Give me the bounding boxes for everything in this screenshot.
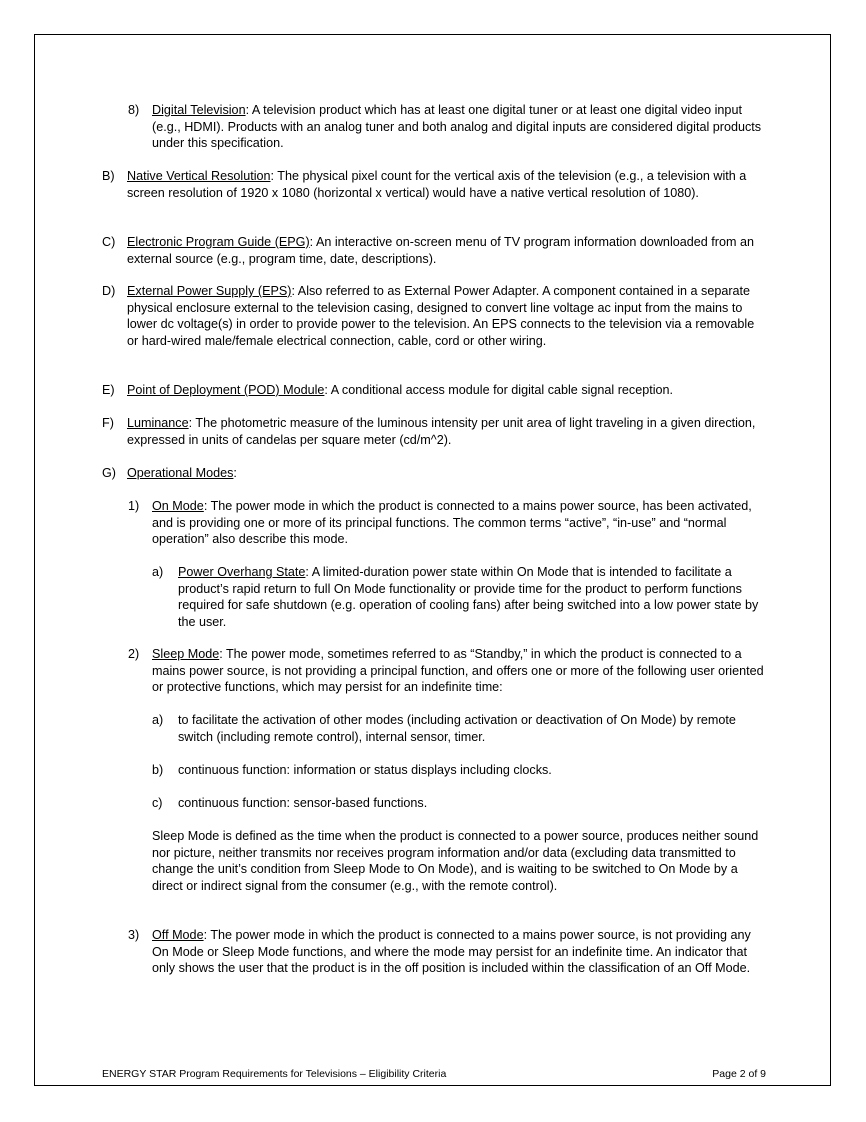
definition-term: Luminance (127, 416, 189, 430)
sleep-function-b (152, 762, 768, 779)
definition-text (152, 646, 768, 696)
definition-epg (102, 234, 768, 267)
definition-body: : (233, 466, 237, 480)
definition-eps (102, 283, 768, 349)
definition-text (127, 234, 768, 267)
list-marker: C) (102, 235, 116, 249)
list-marker: a) (152, 713, 164, 727)
definition-text (152, 102, 768, 152)
definition-text (127, 382, 768, 399)
definition-term: Off Mode (152, 928, 204, 942)
paragraph-text: Sleep Mode is defined as the time when the product is connected to a power source, produces neither sound nor picture, neither transmits nor receives program information and/or data (excluding data transmitted to change the unit’s condition from Sleep Mode to On Mode), and is waiting to be switched to On Mode by a direct or indirect signal from the consumer (e.g., with the remote control). (152, 829, 759, 893)
definition-body: : An interactive on-screen menu of TV program information downloaded from an external source (e.g., program time, date, descriptions). (127, 235, 754, 266)
definition-body: : Also referred to as External Power Adapter. A component contained in a separate physical enclosure external to the television casing, designed to convert line voltage ac input from the mains to lower dc voltage(s) in order to provide power to the television. An EPS connects to the television via a removable or hard-wired male/female electrical connection, cable, cord or other wiring. (127, 284, 755, 348)
definition-text (127, 283, 768, 349)
list-marker: 8) (128, 103, 140, 117)
list-marker: B) (102, 169, 115, 183)
definition-text (152, 927, 768, 977)
definition-term: On Mode (152, 499, 204, 513)
definition-sleep-mode (128, 646, 768, 696)
sleep-function-a (152, 712, 768, 745)
definition-body: : A limited-duration power state within On Mode that is intended to facilitate a product’s rapid return to full On Mode functionality or provide time for the product to perform functions required for safe shutdown (e.g. operation of cooling fans) after being switched into a low power state by the user. (178, 565, 759, 629)
list-marker: G) (102, 466, 116, 480)
list-item-text: to facilitate the activation of other modes (including activation or deactivation of On Mode) by remote switch (including remote control), internal sensor, timer. (178, 713, 736, 744)
definition-term: Digital Television (152, 103, 246, 117)
list-marker: E) (102, 383, 115, 397)
definition-pod-module (102, 382, 768, 399)
definition-term: Operational Modes (127, 466, 234, 480)
definition-body: : The photometric measure of the luminous intensity per unit area of light traveling in a given direction, expressed in units of candelas per square meter (cd/m^2). (127, 416, 756, 447)
definition-native-vertical-resolution (102, 168, 768, 201)
list-marker: c) (152, 796, 163, 810)
list-marker: 2) (128, 647, 140, 661)
definition-body: : A television product which has at least one digital tuner or at least one digital video input (e.g., HDMI). Products with an analog tuner and both analog and digital inputs are considered digital products under this specification. (152, 103, 762, 150)
footer-title: ENERGY STAR Program Requirements for Televisions – Eligibility Criteria (102, 1068, 447, 1080)
definition-operational-modes (102, 465, 768, 482)
list-item-text: continuous function: sensor-based functions. (178, 796, 428, 810)
list-marker: 3) (128, 928, 140, 942)
definition-power-overhang-state (152, 564, 768, 630)
definition-text (178, 564, 768, 630)
definition-body: : The physical pixel count for the vertical axis of the television (e.g., a television with a screen resolution of 1920 x 1080 (horizontal x vertical) would have a native vertical resolution of 1080). (127, 169, 747, 200)
definition-on-mode (128, 498, 768, 548)
definition-body: : The power mode, sometimes referred to as “Standby,” in which the product is connected to a mains power source, is not providing a principal function, and offers one or more of the following user oriented or protective functions, which may persist for an indefinite time: (152, 647, 764, 694)
definition-text (127, 465, 768, 482)
sleep-function-c (152, 795, 768, 812)
definition-body: : A conditional access module for digital cable signal reception. (324, 383, 674, 397)
definition-term: Electronic Program Guide (EPG) (127, 235, 310, 249)
definition-body: : The power mode in which the product is connected to a mains power source, is not providing any On Mode or Sleep Mode functions, and where the mode may persist for an indefinite time. An indicator that only shows the user that the product is in the off position is included within the classification of an Off Mode. (152, 928, 751, 975)
list-marker: 1) (128, 499, 140, 513)
list-marker: a) (152, 565, 164, 579)
list-marker: D) (102, 284, 116, 298)
definition-text (127, 168, 768, 201)
definition-off-mode (128, 927, 768, 977)
definition-term: Point of Deployment (POD) Module (127, 383, 325, 397)
page-number: Page 2 of 9 (712, 1068, 766, 1080)
list-marker: b) (152, 763, 164, 777)
definition-text (152, 498, 768, 548)
definition-term: Sleep Mode (152, 647, 220, 661)
definition-luminance (102, 415, 768, 448)
list-item-text: continuous function: information or status displays including clocks. (178, 763, 552, 777)
definition-text (127, 415, 768, 448)
definition-term: Power Overhang State (178, 565, 306, 579)
definition-body: : The power mode in which the product is connected to a mains power source, has been activated, and is providing one or more of its principal functions. The common terms “active”, “in-use” and “normal operation” also describe this mode. (152, 499, 752, 546)
list-marker: F) (102, 416, 114, 430)
definition-term: Native Vertical Resolution (127, 169, 271, 183)
definition-digital-television (128, 102, 768, 152)
definition-term: External Power Supply (EPS) (127, 284, 292, 298)
sleep-mode-paragraph (152, 828, 768, 894)
